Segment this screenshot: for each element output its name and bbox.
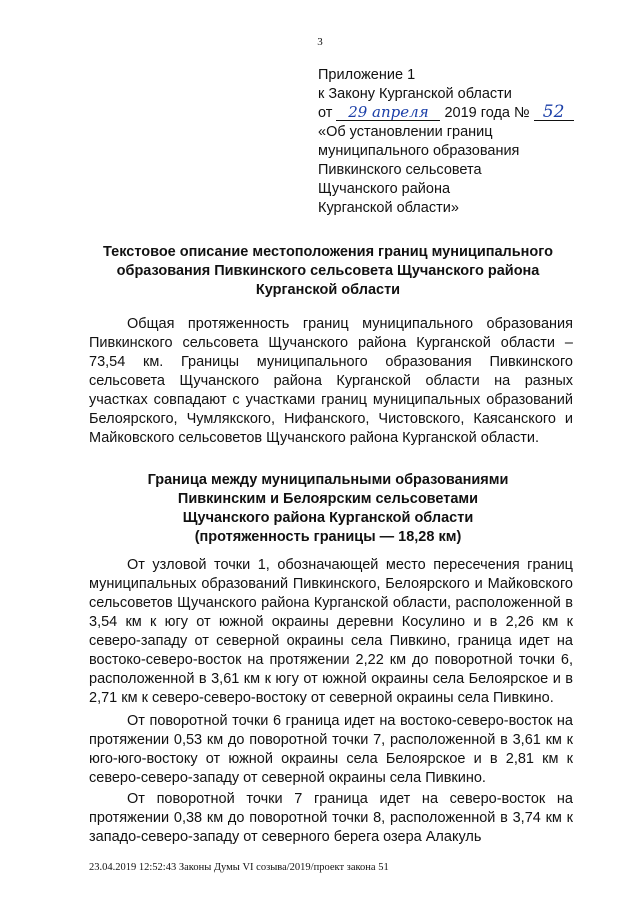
appendix-date-line bbox=[318, 104, 618, 123]
document-title bbox=[78, 243, 578, 300]
document-title-line: Курганской области bbox=[255, 282, 401, 298]
appendix-quote-line: Пивкинского сельсовета bbox=[318, 162, 482, 178]
appendix-quote-line: Щучанского района bbox=[318, 181, 451, 197]
boundary-paragraph-1: От узловой точки 1, обозначающей место пересечения границ муниципальных образований Пивкинского, Белоярского и Майковского сельсоветов Щучанского района Курганской области, расположенной в 3,54 км к югу от южной окраины деревни Косулино и в 2,26 км к северо-западу от северной окраины села Пивкино, граница идет на востоко-северо-восток на протяжении 2,22 км до поворотной точки 6, расположенной в 3,61 км к югу от южной окраины села Белоярское и в 2,71 км к северо-северо-востоку от северной окраины села Пивкино. bbox=[89, 557, 573, 706]
document-title-line: Текстовое описание местоположения границ муниципального bbox=[103, 244, 553, 260]
document-title-line: образования Пивкинского сельсовета Щучанского района bbox=[116, 263, 540, 279]
handwritten-law-number: 52 bbox=[534, 104, 574, 121]
boundary-paragraph-3: От поворотной точки 7 граница идет на северо-восток на протяжении 0,38 км до поворотной точки 8, расположенной в 3,74 км к западо-северо-западу от северного берега озера Алакуль bbox=[89, 791, 573, 845]
date-prefix: от bbox=[318, 105, 333, 121]
section-heading-line: Граница между муниципальными образованиями bbox=[147, 472, 509, 488]
boundary-paragraph-2: От поворотной точки 6 граница идет на востоко-северо-восток на протяжении 0,53 км до поворотной точки 7, расположенной в 3,61 км к юго-юго-востоку от южной окраины села Белоярское и в 2,81 км к северо-северо-западу от северной окраины села Пивкино. bbox=[89, 713, 573, 786]
footer-file-path: 23.04.2019 12:52:43 Законы Думы VI созыва/2019/проект закона 51 bbox=[89, 862, 389, 873]
date-suffix: 2019 года № bbox=[444, 105, 530, 121]
handwritten-date: 29 апреля bbox=[336, 104, 440, 121]
section-heading-line: Пивкинским и Белоярским сельсоветами bbox=[177, 491, 479, 507]
section-heading-line: Щучанского района Курганской области bbox=[182, 510, 474, 526]
appendix-law-reference: к Закону Курганской области bbox=[318, 86, 512, 102]
section-heading bbox=[78, 471, 578, 547]
appendix-quote-line: Курганской области» bbox=[318, 200, 459, 216]
intro-paragraph: Общая протяженность границ муниципального образования Пивкинского сельсовета Щучанского района Курганской области – 73,54 км. Границы муниципального образования Пивкинского сельсовета Щучанского района Курганской области на разных участках совпадают с участками границ муниципальных образований Белоярского, Чумлякского, Нифанского, Чистовского, Каясанского и Майковского сельсоветов Щучанского района Курганской области. bbox=[89, 316, 573, 446]
section-heading-line: (протяженность границы — 18,28 км) bbox=[194, 529, 462, 545]
appendix-title: Приложение 1 bbox=[318, 67, 416, 83]
appendix-quote-line: муниципального образования bbox=[318, 143, 520, 159]
page-number: 3 bbox=[317, 36, 323, 48]
appendix-quote-line: «Об установлении границ bbox=[318, 124, 493, 140]
appendix-block bbox=[318, 66, 618, 218]
